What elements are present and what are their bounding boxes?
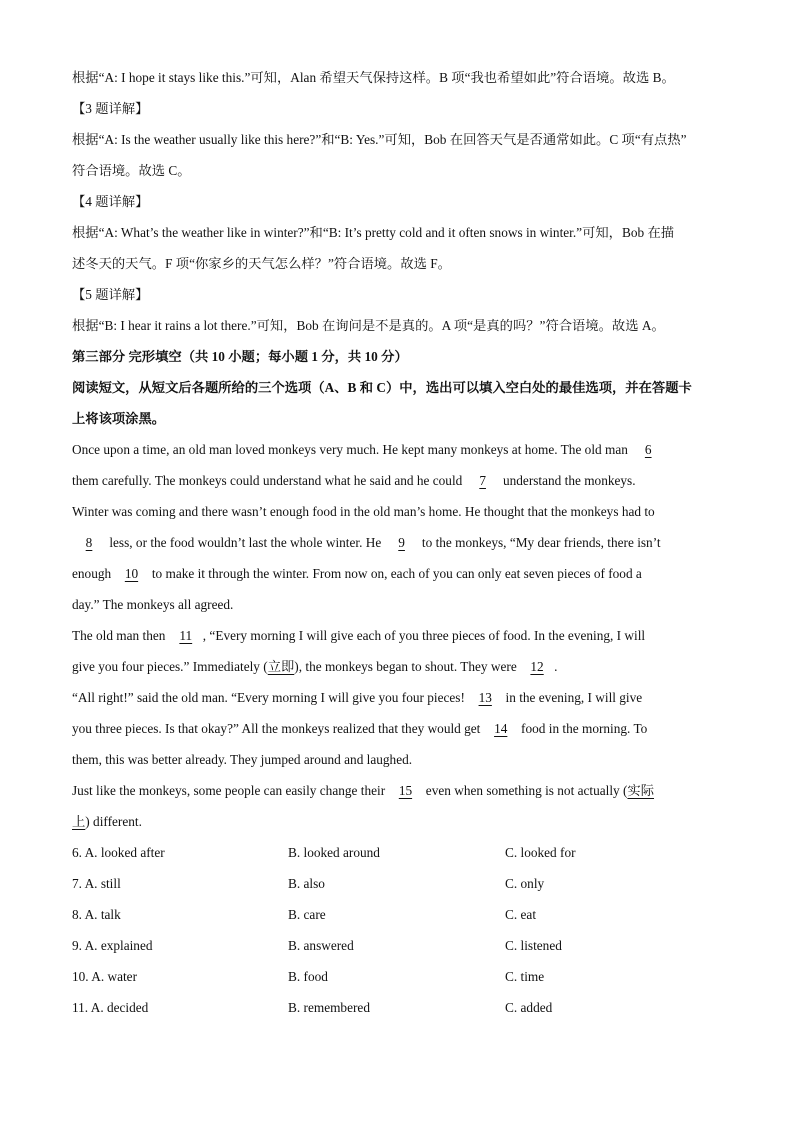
option-row-6 (72, 837, 724, 868)
option-b: B. answered (288, 938, 354, 953)
option-c: C. added (505, 1000, 553, 1015)
explanation-4-text-2: 述冬天的天气。F 项“你家乡的天气怎么样？”符合语境。故选 F。 (72, 256, 451, 271)
option-b: B. also (288, 876, 325, 891)
blank-9: 9 (398, 535, 405, 550)
passage-line: them carefully. The monkeys could understand what he said and he could 7 understand the monkeys. (72, 465, 724, 496)
blank-15: 15 (398, 783, 413, 798)
blank-14: 14 (494, 721, 508, 736)
passage-line: The old man then 11 , “Every morning I will give each of you three pieces of food. In the evening, I will (72, 620, 724, 651)
option-c: C. only (505, 876, 545, 891)
option-b: B. looked around (288, 845, 380, 860)
explanation-3-text-1: 根据“A: Is the weather usually like this here?”和“B: Yes.”可知，Bob 在回答天气是否通常如此。C 项“有点热” (72, 132, 687, 147)
section-instruction-2: 上将该项涂黑。 (72, 411, 166, 426)
passage-line: Once upon a time, an old man loved monkeys very much. He kept many monkeys at home. The old man 6 (72, 434, 724, 465)
passage-line: them, this was better already. They jumped around and laughed. (72, 752, 413, 767)
option-b: B. care (288, 907, 326, 922)
option-row-7 (72, 868, 724, 899)
option-c: C. looked for (505, 845, 576, 860)
passage-line: you three pieces. Is that okay?” All the monkeys realized that they would get 14 food in the morning. To (72, 713, 724, 744)
blank-6: 6 (644, 442, 652, 457)
explanation-2-text: 根据“A: I hope it stays like this.”可知，Alan 希望天气保持这样。B 项“我也希望如此”符合语境。故选 B。 (72, 70, 675, 85)
section-instruction-1: 阅读短文，从短文后各题所给的三个选项（A、B 和 C）中，选出可以填入空白处的最佳选项，并在答题卡 (72, 380, 692, 395)
blank-12: 12 (530, 659, 544, 674)
explanation-4-header: 【4 题详解】 (72, 194, 149, 209)
blank-13: 13 (478, 690, 492, 705)
option-a: 8. A. talk (72, 907, 121, 922)
section-title: 第三部分 完形填空（共 10 小题；每小题 1 分，共 10 分） (72, 349, 408, 364)
option-a: 7. A. still (72, 876, 121, 891)
option-a: 6. A. looked after (72, 845, 165, 860)
option-row-11 (72, 992, 724, 1023)
option-c: C. listened (505, 938, 562, 953)
passage-line: give you four pieces.” Immediately (立即), the monkeys began to shout. They were 12 . (72, 651, 724, 682)
passage-line: 8 less, or the food wouldn’t last the whole winter. He 9 to the monkeys, “My dear friends, there isn’t (72, 527, 724, 558)
blank-11: 11 (179, 628, 193, 643)
explanation-5-text: 根据“B: I hear it rains a lot there.”可知，Bob 在询问是不是真的。A 项“是真的吗？”符合语境。故选 A。 (72, 318, 665, 333)
explanation-3-text-2: 符合语境。故选 C。 (72, 163, 191, 178)
passage-line: Winter was coming and there wasn’t enough food in the old man’s home. He thought that the monkeys had to (72, 504, 655, 519)
blank-10: 10 (124, 566, 139, 581)
passage-line: day.” The monkeys all agreed. (72, 597, 234, 612)
option-row-10 (72, 961, 724, 992)
option-c: C. time (505, 969, 545, 984)
option-row-9 (72, 930, 724, 961)
explanation-5-header: 【5 题详解】 (72, 287, 149, 302)
option-row-8 (72, 899, 724, 930)
passage-line: Just like the monkeys, some people can easily change their 15 even when something is not actually (实际 (72, 775, 724, 806)
blank-7: 7 (479, 473, 486, 488)
explanation-3-header: 【3 题详解】 (72, 101, 149, 116)
blank-8: 8 (85, 535, 93, 550)
option-b: B. food (288, 969, 328, 984)
option-b: B. remembered (288, 1000, 370, 1015)
explanation-4-text-1: 根据“A: What’s the weather like in winter?”和“B: It’s pretty cold and it often snows in winter.”可知，Bob 在描 (72, 225, 675, 240)
passage-line: “All right!” said the old man. “Every morning I will give you four pieces! 13 in the evening, I will give (72, 682, 724, 713)
passage-line: enough 10 to make it through the winter. From now on, each of you can only eat seven pieces of food a (72, 558, 724, 589)
option-a: 10. A. water (72, 969, 137, 984)
document-page (72, 62, 724, 1023)
option-a: 9. A. explained (72, 938, 153, 953)
option-a: 11. A. decided (72, 1000, 149, 1015)
option-c: C. eat (505, 907, 537, 922)
passage-line: 上) different. (72, 814, 142, 829)
